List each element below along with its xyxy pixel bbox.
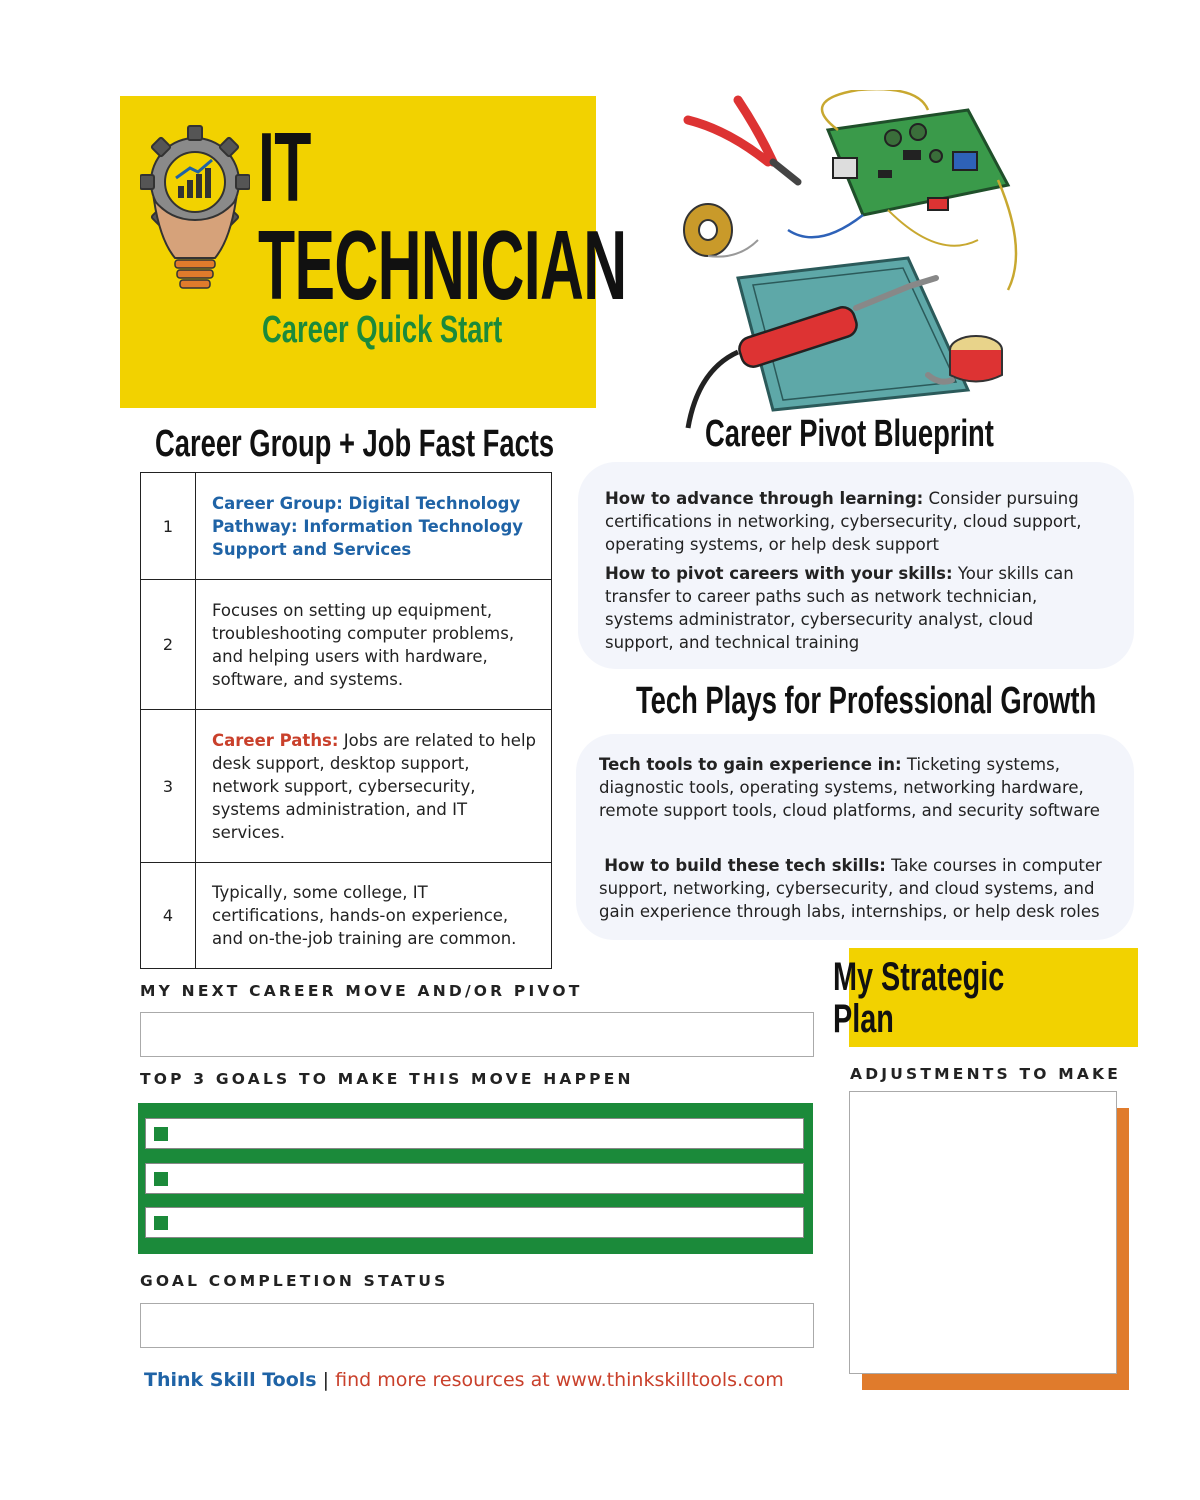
footer-brand: Think Skill Tools [144,1369,317,1391]
electronics-tools-illustration [678,90,1038,430]
table-row [141,710,551,863]
next-move-label: MY NEXT CAREER MOVE AND/OR PIVOT [140,982,583,1000]
tech-plays-heading: Tech Plays for Professional Growth [636,680,1097,722]
career-group-text: Career Group: Digital Technology Pathway: Information Technology Support and Services [212,493,524,559]
table-row [141,473,551,580]
row-text: Typically, some college, IT certifications, hands-on experience, and on-the-job training are common. [212,883,517,948]
fast-facts-table [140,472,552,969]
page-subtitle: Career Quick Start [262,309,503,351]
table-row [141,863,551,968]
next-move-input[interactable] [140,1012,814,1057]
page-title-line1: IT [258,112,311,222]
goals-label: TOP 3 GOALS TO MAKE THIS MOVE HAPPEN [140,1070,634,1088]
fast-facts-heading: Career Group + Job Fast Facts [155,423,555,465]
pivot-bubble [578,462,1134,669]
row-number: 3 [141,710,196,862]
pivot-heading: Career Pivot Blueprint [705,413,994,455]
pivot-item: How to pivot careers with your skills: Your skills can transfer to career paths such as network technician, systems administrator, cybersecurity analyst, cloud support, and technical training [605,564,1074,652]
goal-input-1[interactable] [145,1118,804,1149]
row-number: 4 [141,863,196,968]
career-paths-label: Career Paths: [212,730,339,750]
career-paths-text: Jobs are related to help desk support, desktop support, network support, cybersecurity, systems administration, and IT services. [212,730,537,842]
row-text [212,473,539,579]
goal-input-2[interactable] [145,1163,804,1194]
page-title-line2: TECHNICIAN [258,210,627,320]
tech-plays-item: How to build these tech skills: Take courses in computer support, networking, cybersecurity, and cloud systems, and gain experience through labs, internships, or help desk roles [599,856,1102,921]
footer [144,1367,784,1393]
checkbox-icon[interactable] [154,1216,168,1230]
status-label: GOAL COMPLETION STATUS [140,1272,449,1290]
footer-separator: | [322,1369,330,1391]
goals-list [138,1103,813,1254]
checkbox-icon[interactable] [154,1172,168,1186]
adjustments-label: ADJUSTMENTS TO MAKE [850,1065,1122,1083]
checkbox-icon[interactable] [154,1127,168,1141]
row-number: 1 [141,473,196,579]
goal-input-3[interactable] [145,1207,804,1238]
adjustments-input[interactable] [849,1091,1117,1374]
row-number: 2 [141,580,196,709]
footer-resources-link[interactable]: find more resources at www.thinkskilltools.com [335,1369,784,1391]
table-row [141,580,551,710]
row-text [212,710,539,862]
row-text: Focuses on setting up equipment, troubleshooting computer problems, and helping users with hardware, software, and systems. [212,600,515,689]
goal-status-input[interactable] [140,1303,814,1348]
pivot-item: How to advance through learning: Consider pursuing certifications in networking, cybersecurity, cloud support, operating systems, or help desk support [605,489,1082,554]
strategic-plan-title: My Strategic Plan [833,955,1005,1041]
tech-plays-item: Tech tools to gain experience in: Ticketing systems, diagnostic tools, operating systems, networking hardware, remote support tools, cloud platforms, and security software [599,755,1100,820]
lightbulb-gear-icon [140,120,250,300]
tech-plays-bubble [576,734,1134,940]
